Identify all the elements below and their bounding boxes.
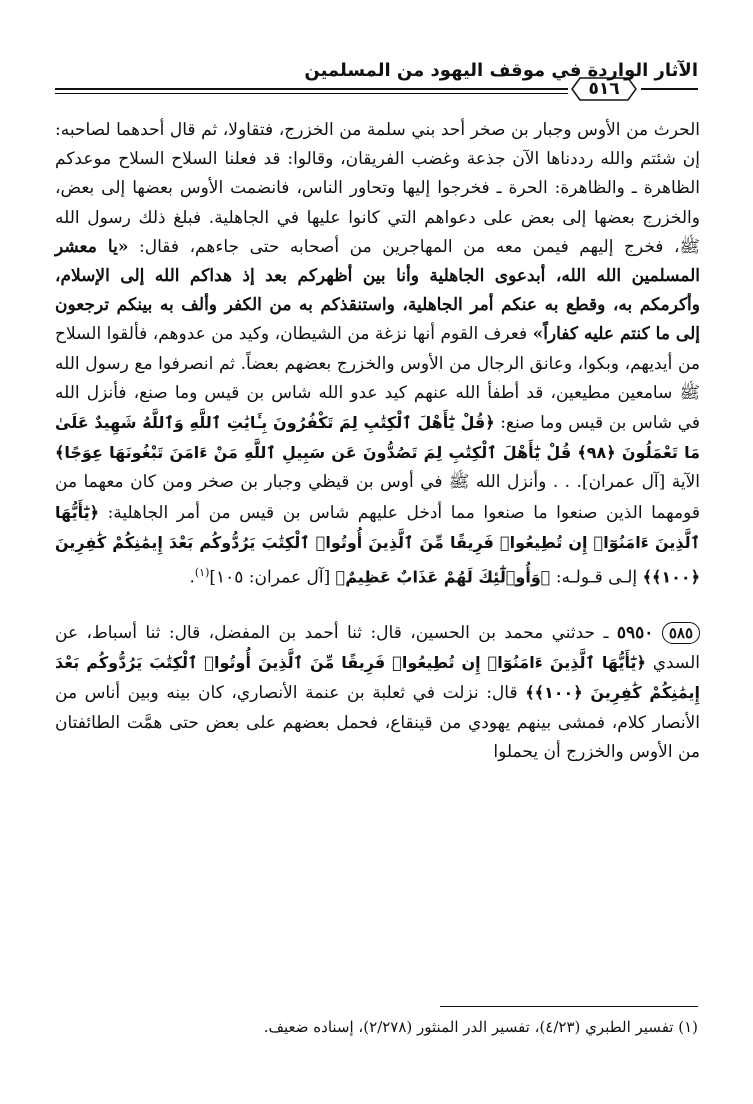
- header-rule-thin: [55, 93, 568, 94]
- footnote-marker: (١): [194, 566, 210, 580]
- verse-reference: [آل عمران: ١٠٥]: [209, 567, 331, 588]
- page-number: [570, 76, 638, 102]
- running-header-title: الآثار الواردة في موقف اليهود من المسلمين: [304, 60, 698, 81]
- header-rule-right: [641, 88, 698, 90]
- hadith-quote: «يا معشر المسلمين الله الله، أبدعوى الجاهلية وأنا بين أظهركم بعد إذ هداكم الله إلى الإسلام، وأكرمكم به، وقطع به عنكم أمر الجاهلية، واستنقذكم به من الكفر وألف به بينكم ترجعون إلى ما كنتم عليه كفاراً»: [55, 236, 701, 345]
- paragraph-2: [55, 619, 700, 767]
- quran-verse: ﴿قُلْ يَٰٓأَهْلَ ٱلْكِتَٰبِ لِمَ تَكْفُرُونَ بِـَٔايَٰتِ ٱللَّهِ وَٱللَّهُ شَهِيدٌ عَلَىٰ مَا تَعْمَلُونَ ﴿٩٨﴾ قُلْ يَٰٓأَهْلَ ٱلْكِتَٰبِ لِمَ تَصُدُّونَ عَن سَبِيلِ ٱللَّهِ مَنْ ءَامَنَ تَبْغُونَهَا عِوَجًا﴾: [55, 413, 700, 463]
- entry-badge: ٥٨٥: [662, 622, 700, 644]
- narrative-text: إلـى قـولـه:: [555, 567, 638, 588]
- page-number-value: ٥١٦: [588, 79, 620, 99]
- paragraph-1: الحرث من الأوس وجبار بن صخر أحد بني سلمة من الخزرج، فتقاولا، ثم قال أحدهما لصاحبه: إن شئتم والله رددناها الآن جذعة وغضب الفريقان، وقالوا: قد فعلنا السلاح السلاح موعدكم الظاهرة ـ والظاهرة: الحرة ـ فخرجوا إليها وتحاور الناس، فانضمت الأوس بعضها إلى بعض، والخزرج بعضها إلى بعض على دعواهم التي كانوا عليها في الجاهلية. فبلغ ذلك رسول الله ﷺ، فخرج إليهم فيمن معه من المهاجرين من أصحابه حتى جاءهم، فقال: «يا معشر المسلمين الله الله، أبدعوى الجاهلية وأنا بين أظهركم بعد إذ هداكم الله إلى الإسلام، وأكرمكم به، وقطع به عنكم أمر الجاهلية، واستنقذكم به من الكفر وألف به بينكم ترجعون إلى ما كنتم عليه كفاراً» فعرف القوم أنها نزغة من الشيطان، وكيد من عدوهم، فألقوا السلاح من أيديهم، وبكوا، وعانق الرجال من الأوس والخزرج بعضهم بعضاً. ثم انصرفوا مع رسول الله ﷺ سامعين مطيعين، قد أطفأ الله عنهم كيد عدو الله شاس بن قيس وما صنع، فأنزل الله في شاس بن قيس وما صنع: ﴿قُلْ يَٰٓأَهْلَ ٱلْكِتَٰبِ لِمَ تَكْفُرُونَ بِـَٔايَٰتِ ٱللَّهِ وَٱللَّهُ شَهِيدٌ عَلَىٰ مَا تَعْمَلُونَ ﴿٩٨﴾ قُلْ يَٰٓأَهْلَ ٱلْكِتَٰبِ لِمَ تَصُدُّونَ عَن سَبِيلِ ٱللَّهِ مَنْ ءَامَنَ تَبْغُونَهَا عِوَجًا﴾ الآية [آل عمران]. . . وأنزل الله ﷺ في أوس بن قيظي وجبار بن صخر ومن كان معهما من قومهما الذين صنعوا ما صنعوا مما أدخل عليهم شاس بن قيس من أمر الجاهلية: ﴿يَٰٓأَيُّهَا ٱلَّذِينَ ءَامَنُوٓا۟ إِن تُطِيعُوا۟ فَرِيقًا مِّنَ ٱلَّذِينَ أُوتُوا۟ ٱلْكِتَٰبَ يَرُدُّوكُم بَعْدَ إِيمَٰنِكُمْ كَٰفِرِينَ ﴿١٠٠﴾﴾ إلـى قـولـه: ﴿وَأُو۟لَٰٓئِكَ لَهُمْ عَذَابٌ عَظِيمٌ﴾ [آل عمران: ١٠٥]$^{(١)}$.: [55, 120, 701, 588]
- narrative-text: الحرث من الأوس وجبار بن صخر أحد بني سلمة من الخزرج، فتقاولا، ثم قال أحدهما لصاحبه: إن شئتم والله رددناها الآن جذعة وغضب الفريقان، وقالوا: قد فعلنا السلاح السلاح موعدكم الظاهرة ـ والظاهرة: الحرة ـ فخرجوا إليها وتحاور الناس، فانضمت الأوس بعضها إلى بعض، والخزرج بعضها إلى بعض على دعواهم التي كانوا عليها في الجاهلية. فبلغ ذلك رسول الله ﷺ، فخرج إليهم فيمن معه من المهاجرين من أصحابه حتى جاءهم، فقال:: [55, 120, 701, 257]
- narrative-text: الآية [آل عمران]. . . وأنزل الله ﷺ في أوس بن قيظي وجبار بن صخر ومن كان معهما من قومهما الذين صنعوا ما صنعوا مما أدخل عليهم شاس بن قيس من أمر الجاهلية:: [55, 472, 701, 523]
- footnote-separator: [440, 1006, 698, 1007]
- narrative-text: ـ حدثني محمد بن الحسين، قال: ثنا أحمد بن المفضل، قال: ثنا أسباط، عن السدي: [55, 622, 701, 674]
- quran-verse: ﴿وَأُو۟لَٰٓئِكَ لَهُمْ عَذَابٌ عَظِيمٌ﴾: [335, 567, 551, 587]
- entry-number: ٥٩٥٠: [616, 622, 654, 643]
- footnote: (١) تفسير الطبري (٤/٢٣)، تفسير الدر المنثور (٢/٢٧٨)، إسناده ضعيف.: [263, 1018, 698, 1036]
- main-text: [55, 116, 700, 767]
- narrative-text: قال: نزلت في ثعلبة بن عنمة الأنصاري، كان بينه وبين أناس من الأنصار كلام، فمشى بينهم يهودي من قينقاع، فحمل بعضهم على بعض حتى همَّت الطائفتان من الأوس والخزرج أن يحملوا: [55, 683, 700, 762]
- header-rule: [55, 88, 568, 90]
- narrative-text: فعرف القوم أنها نزغة من الشيطان، وكيد من عدوهم، فألقوا السلاح من أيديهم، وبكوا، وعانق الرجال من الأوس والخزرج بعضهم بعضاً. ثم انصرفوا مع رسول الله ﷺ سامعين مطيعين، قد أطفأ الله عنهم كيد عدو الله شاس بن قيس وما صنع، فأنزل الله في شاس بن قيس وما صنع:: [55, 324, 700, 434]
- quran-verse: ﴿يَٰٓأَيُّهَا ٱلَّذِينَ ءَامَنُوٓا۟ إِن تُطِيعُوا۟ فَرِيقًا مِّنَ ٱلَّذِينَ أُوتُوا۟ ٱلْكِتَٰبَ يَرُدُّوكُم بَعْدَ إِيمَٰنِكُمْ كَٰفِرِينَ ﴿١٠٠﴾﴾: [55, 502, 700, 587]
- quran-verse: ﴿يَٰٓأَيُّهَا ٱلَّذِينَ ءَامَنُوٓا۟ إِن تُطِيعُوا۟ فَرِيقًا مِّنَ ٱلَّذِينَ أُوتُوا۟ ٱلْكِتَٰبَ يَرُدُّوكُم بَعْدَ إِيمَٰنِكُمْ كَٰفِرِينَ ﴿١٠٠﴾﴾: [55, 653, 700, 703]
